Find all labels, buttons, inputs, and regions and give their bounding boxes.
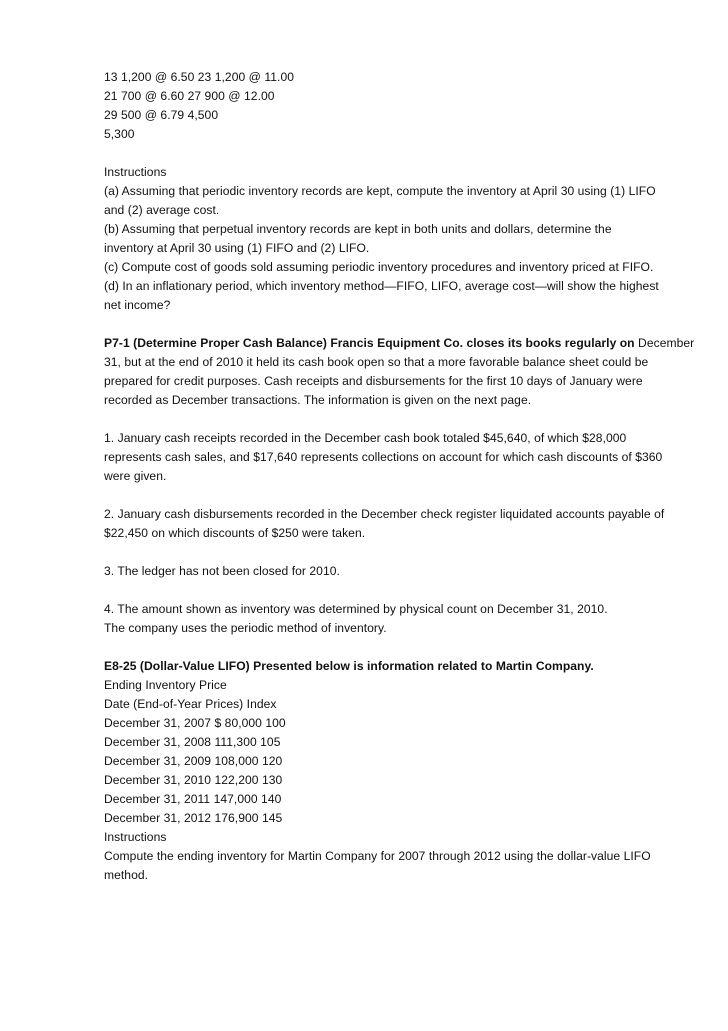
problem-text-line: 31, but at the end of 2010 it held its cash book open so that a more favorable balance sheet could be: [104, 355, 649, 369]
instructions-heading: Instructions: [104, 165, 167, 179]
problem-title-rest: December: [634, 336, 695, 350]
instruction-line: method.: [104, 868, 149, 882]
table-row: December 31, 2008 111,300 105: [104, 735, 281, 749]
table-header: Ending Inventory Price: [104, 678, 227, 692]
instructions-heading: Instructions: [104, 830, 167, 844]
item-2-line: $22,450 on which discounts of $250 were taken.: [104, 526, 366, 540]
table-row: December 31, 2007 $ 80,000 100: [104, 716, 286, 730]
problem-title: E8-25 (Dollar-Value LIFO) Presented below is information related to Martin Company.: [104, 659, 594, 673]
spacer: [104, 486, 676, 505]
problem-title: P7-1 (Determine Proper Cash Balance) Francis Equipment Co. closes its books regularly on: [104, 336, 635, 350]
table-line: 5,300: [104, 127, 135, 141]
spacer: [104, 543, 676, 562]
item-1-line: represents cash sales, and $17,640 represents collections on account for which cash discounts of $360: [104, 450, 663, 464]
instruction-line: net income?: [104, 298, 171, 312]
document-body: [104, 68, 695, 885]
table-row: December 31, 2012 176,900 145: [104, 811, 283, 825]
instruction-line: inventory at April 30 using (1) FIFO and (2) LIFO.: [104, 241, 370, 255]
table-header: Date (End-of-Year Prices) Index: [104, 697, 277, 711]
item-3-line: 3. The ledger has not been closed for 2010.: [104, 564, 340, 578]
table-row: December 31, 2009 108,000 120: [104, 754, 283, 768]
instruction-line: Compute the ending inventory for Martin Company for 2007 through 2012 using the dollar-value LIFO: [104, 849, 651, 863]
spacer: [104, 410, 676, 429]
problem-text-line: prepared for credit purposes. Cash receipts and disbursements for the first 10 days of January were: [104, 374, 643, 388]
item-1-line: 1. January cash receipts recorded in the December cash book totaled $45,640, of which $28,000: [104, 431, 627, 445]
table-line: 21 700 @ 6.60 27 900 @ 12.00: [104, 89, 275, 103]
spacer: [104, 315, 676, 334]
table-line: 13 1,200 @ 6.50 23 1,200 @ 11.00: [104, 70, 295, 84]
instruction-line: (a) Assuming that periodic inventory records are kept, compute the inventory at April 30 using (1) LIFO: [104, 184, 656, 198]
problem-text-line: recorded as December transactions. The information is given on the next page.: [104, 393, 532, 407]
problem-p7-1: [104, 334, 695, 638]
instruction-line: and (2) average cost.: [104, 203, 220, 217]
instruction-line: (b) Assuming that perpetual inventory records are kept in both units and dollars, determine the: [104, 222, 612, 236]
problem-e8-25: [104, 657, 676, 885]
spacer: [104, 144, 676, 163]
item-2-line: 2. January cash disbursements recorded in the December check register liquidated accounts payable of: [104, 507, 665, 521]
instruction-line: (d) In an inflationary period, which inventory method—FIFO, LIFO, average cost—will show the highest: [104, 279, 659, 293]
spacer: [104, 581, 676, 600]
item-1-line: were given.: [104, 469, 167, 483]
problem-title-line: [104, 334, 695, 353]
table-row: December 31, 2010 122,200 130: [104, 773, 283, 787]
table-line: 29 500 @ 6.79 4,500: [104, 108, 219, 122]
spacer: [104, 638, 676, 657]
table-row: December 31, 2011 147,000 140: [104, 792, 282, 806]
instructions-section: [104, 163, 676, 315]
inventory-table-fragment: [104, 68, 676, 144]
item-4-line: The company uses the periodic method of inventory.: [104, 621, 387, 635]
item-4-line: 4. The amount shown as inventory was determined by physical count on December 31, 2010.: [104, 602, 608, 616]
instruction-line: (c) Compute cost of goods sold assuming periodic inventory procedures and inventory priced at FIFO.: [104, 260, 654, 274]
